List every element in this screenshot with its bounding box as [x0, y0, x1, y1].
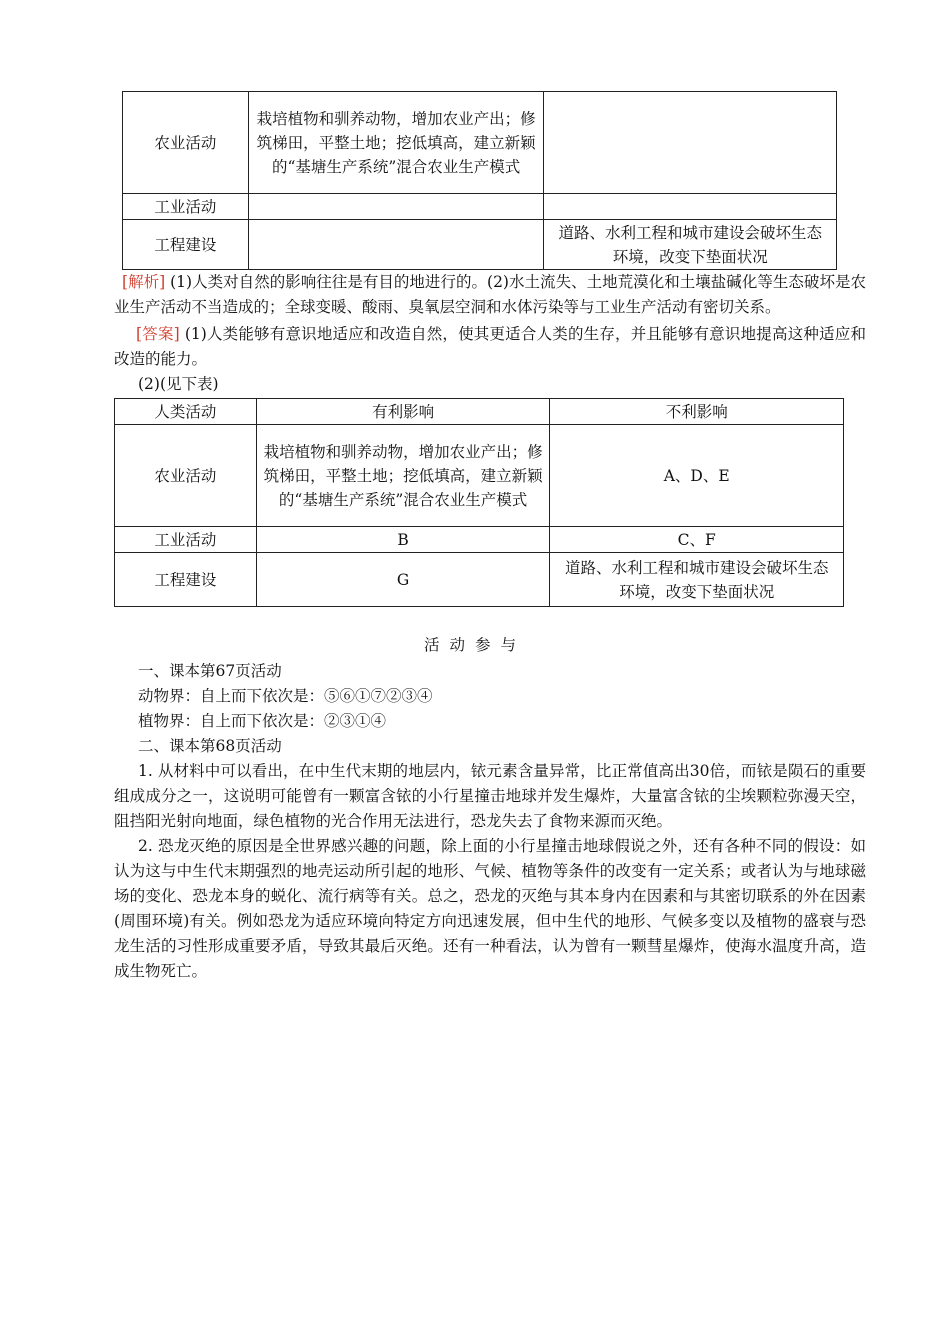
table-cell-activity: 工业活动 — [115, 527, 257, 553]
animal-line: 动物界：自上而下依次是：⑤⑥①⑦②③④ — [138, 687, 433, 705]
section-title: 活动参与 — [423, 636, 526, 654]
table-cell-positive: B — [256, 527, 550, 553]
answer-paragraph — [114, 322, 866, 372]
part2-title: 二、课本第68页活动 — [138, 737, 282, 755]
table-cell-negative: A、D、E — [550, 425, 844, 527]
table-row — [123, 220, 837, 270]
analysis-paragraph — [114, 270, 866, 320]
impact-table-partial — [122, 91, 837, 270]
table-cell-activity: 农业活动 — [115, 425, 257, 527]
table-cell-activity: 工程建设 — [115, 553, 257, 607]
table-cell-activity: 工业活动 — [123, 194, 249, 220]
table-cell-positive: G — [256, 553, 550, 607]
table-header-row — [115, 399, 844, 425]
header-positive: 有利影响 — [256, 399, 550, 425]
table-cell-negative — [544, 194, 837, 220]
answer-text: (1)人类能够有意识地适应和改造自然，使其更适合人类的生存，并且能够有意识地提高这种适应和改造的能力。 — [114, 325, 866, 368]
table-row — [115, 527, 844, 553]
table-cell-positive — [248, 194, 544, 220]
activity-paragraph-2: 2. 恐龙灭绝的原因是全世界感兴趣的问题，除上面的小行星撞击地球假说之外，还有各种不同的假设：如认为这与中生代末期强烈的地壳运动所引起的地形、气候、植物等条件的改变有一定关系；或者认为与地球磁场的变化、恐龙本身的蜕化、流行病等有关。总之，恐龙的灭绝与其本身内在因素和与其密切联系的外在因素(周围环境)有关。例如恐龙为适应环境向特定方向迅速发展，但中生代的地形、气候多变以及植物的盛衰与恐龙生活的习性形成重要矛盾，导致其最后灭绝。还有一种看法，认为曾有一颗彗星爆炸，使海水温度升高，造成生物死亡。 — [114, 837, 866, 980]
answer-label: [答案] — [136, 325, 180, 343]
header-activity: 人类活动 — [115, 399, 257, 425]
plant-line: 植物界：自上而下依次是：②③①④ — [138, 712, 387, 730]
activity-paragraph-1: 1. 从材料中可以看出，在中生代末期的地层内，铱元素含量异常，比正常值高出30倍，而铱是陨石的重要组成成分之一，这说明可能曾有一颗富含铱的小行星撞击地球并发生爆炸，大量富含铱的尘埃颗粒弥漫天空，阻挡阳光射向地面，绿色植物的光合作用无法进行，恐龙失去了食物来源而灭绝。 — [114, 762, 866, 830]
table-cell-activity: 农业活动 — [123, 92, 249, 194]
analysis-text: (1)人类对自然的影响往往是有目的地进行的。(2)水土流失、土地荒漠化和土壤盐碱化等生态破坏是农业生产活动不当造成的；全球变暖、酸雨、臭氧层空洞和水体污染等与工业生产活动有密切关系。 — [114, 273, 866, 316]
table-row — [123, 194, 837, 220]
table-cell-negative: C、F — [550, 527, 844, 553]
header-negative: 不利影响 — [550, 399, 844, 425]
impact-table-answer — [114, 398, 844, 607]
table-row — [115, 425, 844, 527]
part1-title: 一、课本第67页活动 — [138, 662, 282, 680]
table-cell-negative: 道路、水利工程和城市建设会破坏生态环境，改变下垫面状况 — [544, 220, 837, 270]
table-cell-negative — [544, 92, 837, 194]
table-row — [115, 553, 844, 607]
table-cell-negative: 道路、水利工程和城市建设会破坏生态环境，改变下垫面状况 — [550, 553, 844, 607]
table-cell-positive — [248, 220, 544, 270]
answer-part2: (2)(见下表) — [138, 375, 219, 393]
table-cell-activity: 工程建设 — [123, 220, 249, 270]
analysis-label: [解析] — [122, 273, 166, 291]
table-cell-positive: 栽培植物和驯养动物，增加农业产出；修筑梯田，平整土地；挖低填高，建立新颖的“基塘生产系统”混合农业生产模式 — [256, 425, 550, 527]
table-cell-positive: 栽培植物和驯养动物，增加农业产出；修筑梯田，平整土地；挖低填高，建立新颖的“基塘生产系统”混合农业生产模式 — [248, 92, 544, 194]
table-row — [123, 92, 837, 194]
